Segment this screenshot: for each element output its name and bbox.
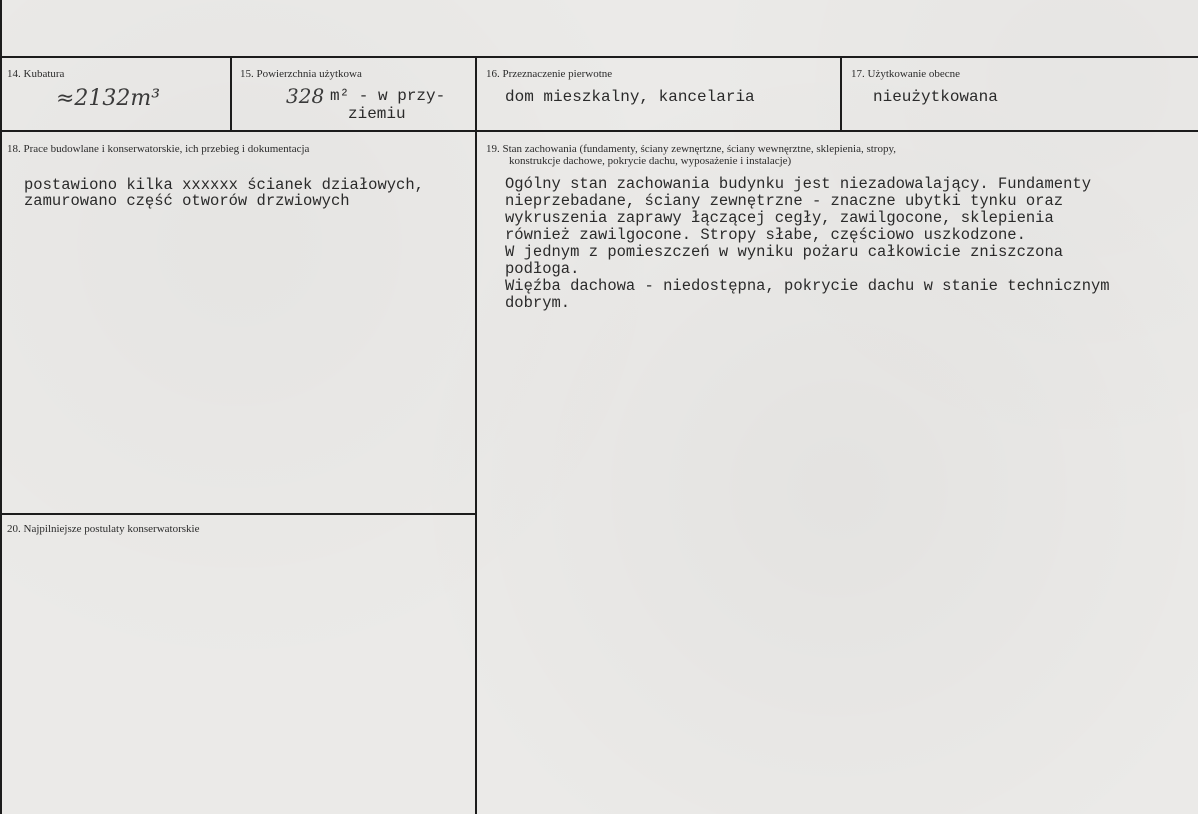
left-border bbox=[0, 0, 2, 814]
field-15-line1: m² - w przy- bbox=[330, 87, 446, 105]
field-19-line-6: podłoga. bbox=[505, 260, 580, 278]
field-16-value: dom mieszkalny, kancelaria bbox=[505, 88, 755, 106]
field-19-line-1: Ogólny stan zachowania budynku jest niezadowalający. Fundamenty bbox=[505, 175, 1091, 193]
field-19-line-8: dobrym. bbox=[505, 294, 571, 312]
field-17-label: 17. Użytkowanie obecne bbox=[851, 68, 961, 80]
divider-main bbox=[475, 57, 477, 814]
field-18-label: 18. Prace budowlane i konserwatorskie, ich przebieg i dokumentacja bbox=[7, 143, 310, 155]
field-19-line-3: wykruszenia zaprawy łączącej cegły, zawilgocone, sklepienia bbox=[505, 209, 1054, 227]
field-17-value: nieużytkowana bbox=[873, 88, 998, 106]
field-18-line-1: postawiono kilka xxxxxx ścianek działowych, bbox=[24, 176, 424, 194]
field-15-line2: ziemiu bbox=[348, 105, 406, 123]
divider-14-15 bbox=[230, 57, 232, 131]
section-20-top-line bbox=[0, 513, 476, 515]
field-15-label: 15. Powierzchnia użytkowa bbox=[240, 68, 362, 80]
field-14-label: 14. Kubatura bbox=[7, 68, 65, 80]
field-20-label: 20. Najpilniejsze postulaty konserwatorskie bbox=[7, 523, 200, 535]
field-19-line-2: nieprzebadane, ściany zewnętrzne - znaczne ubytki tynku oraz bbox=[505, 192, 1064, 210]
field-19-label-line-1: 19. Stan zachowania (fundamenty, ściany zewnęrtzne, ściany wewnęrztne, sklepienia, stropy, bbox=[486, 143, 897, 155]
row-separator-line bbox=[0, 130, 1198, 132]
top-row-line bbox=[0, 56, 1198, 58]
field-19-line-4: również zawilgocone. Stropy słabe, częściowo uszkodzone. bbox=[505, 226, 1026, 244]
field-16-label: 16. Przeznaczenie pierwotne bbox=[486, 68, 613, 80]
field-19-line-7: Więźba dachowa - niedostępna, pokrycie dachu w stanie technicznym bbox=[505, 277, 1110, 295]
field-19-label-line-2: konstrukcje dachowe, pokrycie dachu, wyposażenie i instalacje) bbox=[509, 155, 792, 167]
divider-16-17 bbox=[840, 57, 842, 131]
field-14-value: ≈2132m³ bbox=[56, 86, 161, 111]
field-19-line-5: W jednym z pomieszczeń w wyniku pożaru całkowicie zniszczona bbox=[505, 243, 1064, 261]
field-15-number: 328 bbox=[286, 84, 325, 108]
field-18-line-2: zamurowano część otworów drzwiowych bbox=[24, 192, 350, 210]
